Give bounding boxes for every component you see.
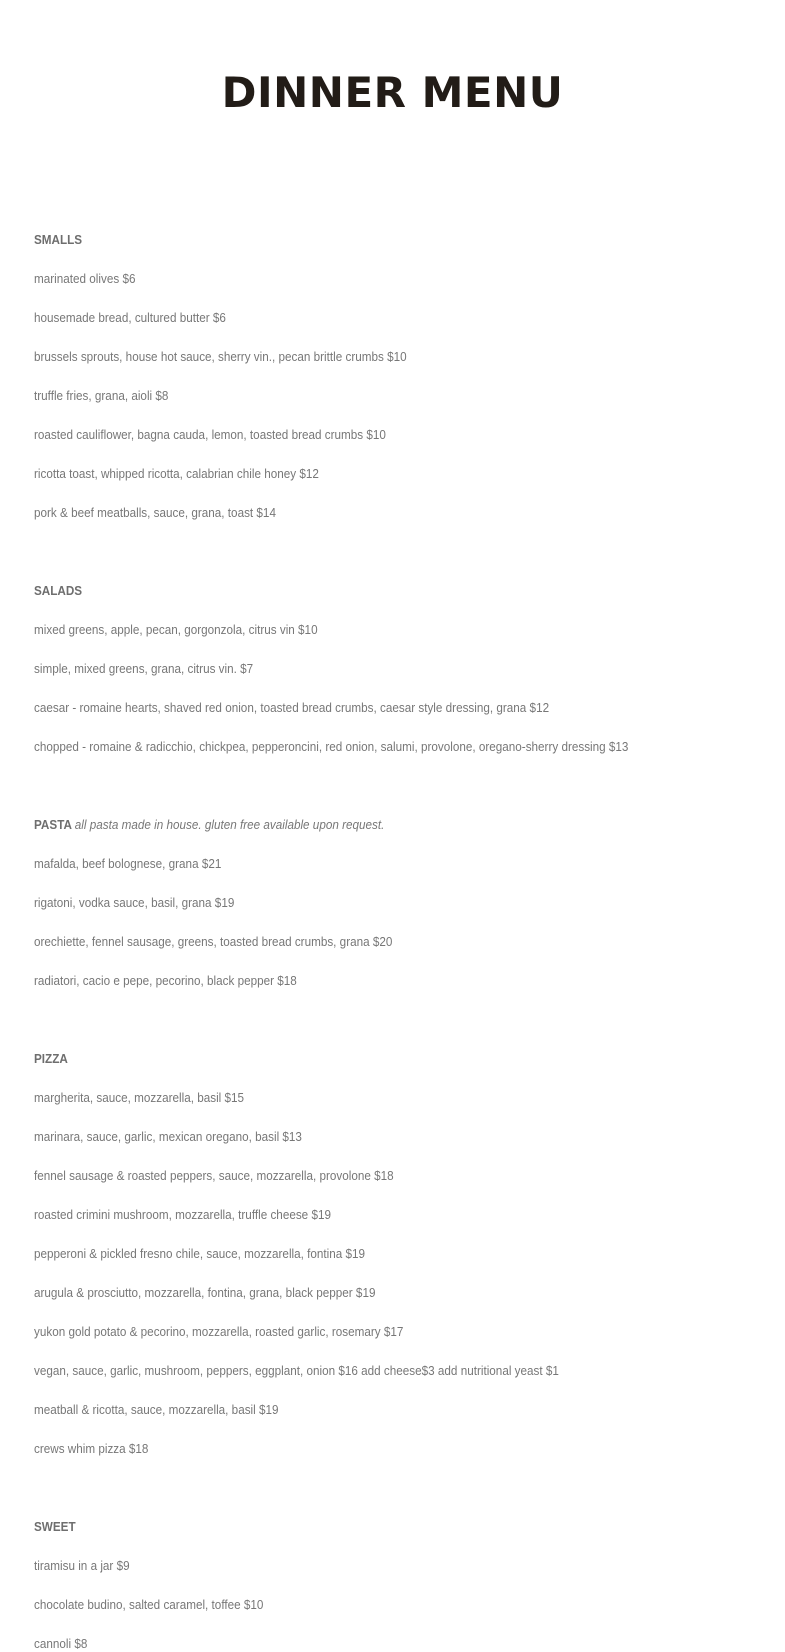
- menu-item: margherita, sauce, mozzarella, basil $15: [34, 1090, 245, 1105]
- menu-item: crews whim pizza $18: [34, 1441, 149, 1456]
- menu-item: cannoli $8: [34, 1636, 88, 1651]
- menu-item: housemade bread, cultured butter $6: [34, 310, 226, 325]
- section-heading-pasta: [34, 817, 384, 833]
- section-heading-pizza: PIZZA: [34, 1051, 68, 1066]
- menu-item: pork & beef meatballs, sauce, grana, toast $14: [34, 505, 276, 520]
- menu-item: truffle fries, grana, aioli $8: [34, 388, 169, 403]
- page-title: DINNER MENU: [221, 68, 564, 117]
- menu-item: fennel sausage & roasted peppers, sauce, mozzarella, provolone $18: [34, 1168, 394, 1183]
- menu-item: radiatori, cacio e pepe, pecorino, black pepper $18: [34, 973, 297, 988]
- menu-item: arugula & prosciutto, mozzarella, fontina, grana, black pepper $19: [34, 1285, 376, 1300]
- menu-item: orechiette, fennel sausage, greens, toasted bread crumbs, grana $20: [34, 934, 393, 949]
- menu-item: tiramisu in a jar $9: [34, 1558, 130, 1573]
- menu-item: caesar - romaine hearts, shaved red onion, toasted bread crumbs, caesar style dressing, grana $12: [34, 700, 550, 715]
- menu-item: chocolate budino, salted caramel, toffee $10: [34, 1597, 264, 1612]
- menu-item: simple, mixed greens, grana, citrus vin. $7: [34, 661, 254, 676]
- menu-item: roasted cauliflower, bagna cauda, lemon, toasted bread crumbs $10: [34, 427, 386, 442]
- section-heading-sweet: SWEET: [34, 1519, 76, 1534]
- menu-item: pepperoni & pickled fresno chile, sauce, mozzarella, fontina $19: [34, 1246, 366, 1261]
- menu-item: brussels sprouts, house hot sauce, sherry vin., pecan brittle crumbs $10: [34, 349, 407, 364]
- menu-item: marinated olives $6: [34, 271, 136, 286]
- menu-item: meatball & ricotta, sauce, mozzarella, basil $19: [34, 1402, 279, 1417]
- menu-item: chopped - romaine & radicchio, chickpea, pepperoncini, red onion, salumi, provolone, oregano-sherry dressing $13: [34, 739, 629, 754]
- menu-item: marinara, sauce, garlic, mexican oregano, basil $13: [34, 1129, 302, 1144]
- menu-item: rigatoni, vodka sauce, basil, grana $19: [34, 895, 235, 910]
- section-heading-smalls: SMALLS: [34, 232, 83, 247]
- menu-item: mixed greens, apple, pecan, gorgonzola, citrus vin $10: [34, 622, 318, 637]
- section-heading-label: PASTA: [34, 817, 72, 832]
- menu-item: mafalda, beef bolognese, grana $21: [34, 856, 222, 871]
- menu-item: ricotta toast, whipped ricotta, calabrian chile honey $12: [34, 466, 319, 481]
- menu-item: roasted crimini mushroom, mozzarella, truffle cheese $19: [34, 1207, 331, 1222]
- section-note: all pasta made in house. gluten free available upon request.: [74, 817, 385, 832]
- menu-item: yukon gold potato & pecorino, mozzarella, roasted garlic, rosemary $17: [34, 1324, 404, 1339]
- section-heading-salads: SALADS: [34, 583, 83, 598]
- menu-item: vegan, sauce, garlic, mushroom, peppers, eggplant, onion $16 add cheese$3 add nutritional yeast $1: [34, 1363, 559, 1378]
